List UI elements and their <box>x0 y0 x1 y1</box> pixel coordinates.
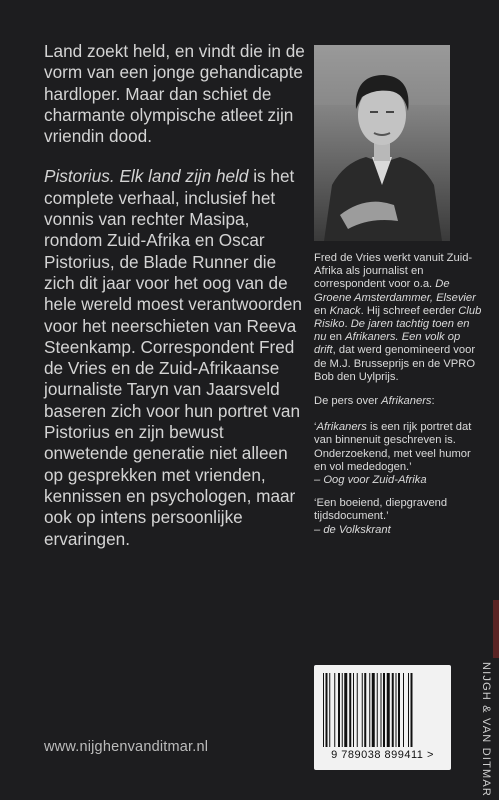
barcode-bar <box>392 673 394 747</box>
publication-title: De Groene Amsterdammer, Elsevier <box>314 278 476 304</box>
publisher-website: www.nijghenvanditmar.nl <box>44 739 209 755</box>
barcode-bar <box>398 673 400 747</box>
quote-open-mark: ‘ <box>314 421 317 434</box>
barcode-bar <box>349 673 351 747</box>
barcode-bar <box>381 673 382 747</box>
press-quote-1 <box>314 421 482 487</box>
quote-text: ‘Een boeiend, diepgravend tijdsdocument.’ <box>314 497 448 523</box>
book-title: Pistorius. Elk land zijn held <box>44 166 249 187</box>
publisher-name: NIJGH & VAN DITMAR <box>480 662 492 798</box>
bio-text: . <box>344 318 351 331</box>
bio-text: en <box>314 304 330 317</box>
quote-source: – Oog voor Zuid-Afrika <box>314 474 427 487</box>
barcode-bar <box>372 673 375 747</box>
isbn-barcode <box>314 665 451 770</box>
barcode-bar <box>357 673 358 747</box>
bio-paragraph <box>314 252 482 384</box>
quote-close-mark: ’ <box>409 460 412 473</box>
barcode-bar <box>396 673 397 747</box>
bio-text: werkt vanuit Zuid-Afrika als journalist en correspondent voor o.a. <box>314 252 473 291</box>
edge-accent-mark <box>493 600 499 658</box>
quote-text <box>314 421 482 474</box>
barcode-bar <box>362 673 363 747</box>
blurb <box>44 41 306 550</box>
barcode-bars-icon <box>322 673 443 747</box>
barcode-bar <box>329 673 330 747</box>
author-photo <box>314 45 450 241</box>
barcode-bar <box>383 673 385 747</box>
press-quote-2 <box>314 497 482 537</box>
barcode-bar <box>403 673 404 747</box>
barcode-bar <box>353 673 354 747</box>
blurb-paragraph-1: Land zoekt held, en vindt die in de vorm van een jonge gehandicapte hardloper. Maar dan schiet de charmante olympische atleet zijn vriendin dood. <box>44 41 305 147</box>
barcode-bar <box>323 673 324 747</box>
barcode-bar <box>364 673 366 747</box>
quote-source: – de Volkskrant <box>314 523 391 536</box>
blurb-paragraph-2-text: is het complete verhaal, inclusief het vonnis van rechter Masipa, rondom Zuid-Afrika en Oscar Pistorius, de Blade Runner die zich dit jaar voor het oog van de hele wereld moest verantwoorden voor het neerschieten van Reeva Steenkamp. Correspondent Fred de Vries en de Zuid-Afrikaanse journaliste Taryn van Jaarsveld baseren zich voor hun portret van Pistorius en zijn bewust onwetende generatie niet alleen op gesprekken met vrienden, kennissen en psychologen, maar ook op intens persoonlijke ervaringen. <box>44 166 302 549</box>
previous-book-title: Afrikaners. Een volk op drift <box>314 331 461 357</box>
barcode-bar <box>377 673 378 747</box>
press-heading-colon: : <box>431 395 435 408</box>
previous-book-title: De jaren tachtig toen en nu <box>314 318 470 344</box>
barcode-bar <box>411 673 413 747</box>
author-portrait-icon <box>314 45 450 241</box>
blurb-paragraph-2 <box>44 166 306 549</box>
press-heading <box>314 395 482 408</box>
isbn-number: 9 789038 899411 > <box>331 749 434 761</box>
bio-text: en <box>326 331 346 344</box>
barcode-bar <box>408 673 409 747</box>
barcode-bar <box>338 673 340 747</box>
author-bio <box>314 252 482 537</box>
barcode-bar <box>326 673 328 747</box>
bio-text: . Hij schreef eerder <box>360 304 459 317</box>
barcode-bar <box>334 673 335 747</box>
bio-text: , dat werd genomineerd voor de M.J. Brusseprijs en de VPRO Bob den Uylprijs. <box>314 344 476 383</box>
barcode-bar <box>369 673 370 747</box>
barcode-bar <box>344 673 347 747</box>
barcode-bar <box>342 673 343 747</box>
previous-book-title: Club Risiko <box>314 304 482 331</box>
publication-title: Knack <box>329 304 361 317</box>
press-heading-text: De pers over <box>314 395 382 408</box>
barcode-bar <box>387 673 390 747</box>
press-heading-book: Afrikaners <box>381 395 432 408</box>
quote-body: is een rijk portret dat van binnenuit geschreven is. Onderzoekend, met veel humor en vol mededogen. <box>314 421 472 473</box>
quote-book-title: Afrikaners <box>316 421 367 434</box>
author-name: Fred de Vries <box>314 252 381 264</box>
